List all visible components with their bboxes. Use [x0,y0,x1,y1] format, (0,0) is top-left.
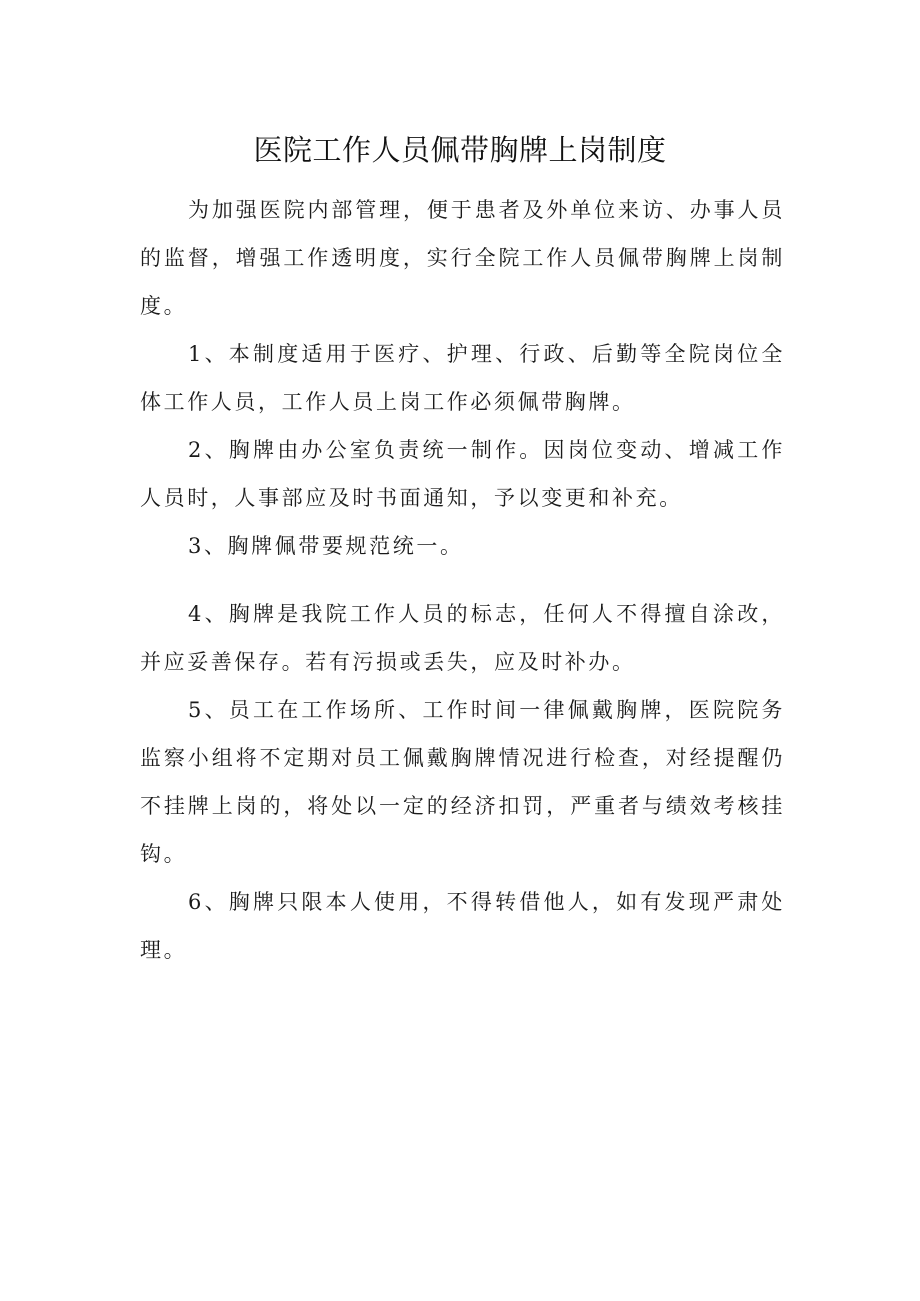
document-title: 医院工作人员佩带胸牌上岗制度 [253,133,667,167]
intro-paragraph: 为加强医院内部管理，便于患者及外单位来访、办事人员的监督，增强工作透明度，实行全院工作人员佩带胸牌上岗制度。 [140,198,785,318]
rule-3-paragraph: 3、胸牌佩带要规范统一。 [188,534,464,558]
rule-2-paragraph: 2、胸牌由办公室负责统一制作。因岗位变动、增减工作人员时，人事部应及时书面通知，予以变更和补充。 [140,438,785,510]
document-body [140,186,785,974]
paragraph-gap [140,570,785,590]
rule-5-paragraph: 5、员工在工作场所、工作时间一律佩戴胸牌，医院院务监察小组将不定期对员工佩戴胸牌情况进行检查，对经提醒仍不挂牌上岗的，将处以一定的经济扣罚，严重者与绩效考核挂钩。 [140,698,785,866]
rule-1-paragraph: 1、本制度适用于医疗、护理、行政、后勤等全院岗位全体工作人员，工作人员上岗工作必须佩带胸牌。 [140,342,785,414]
rule-4-paragraph: 4、胸牌是我院工作人员的标志，任何人不得擅自涂改，并应妥善保存。若有污损或丢失，应及时补办。 [140,602,785,674]
rule-6-paragraph: 6、胸牌只限本人使用，不得转借他人，如有发现严肃处理。 [140,890,785,962]
